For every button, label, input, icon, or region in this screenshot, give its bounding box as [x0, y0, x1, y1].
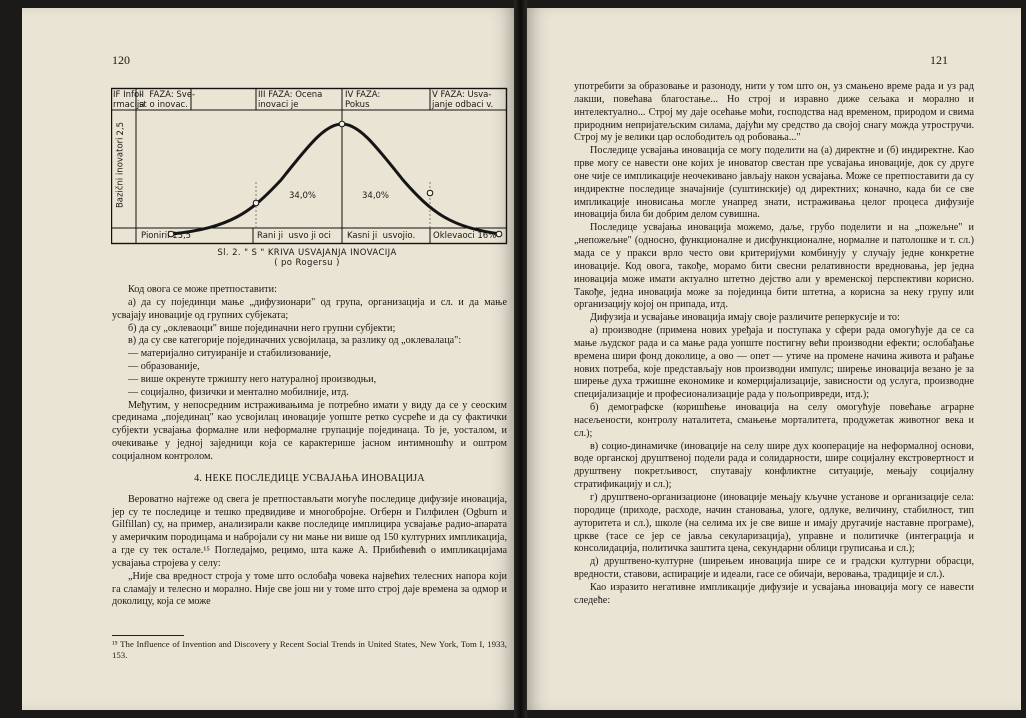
- paragraph: Међутим, у непосредним истраживањима је потребно имати у виду да се у сеоским срединама „појединац" као усвојилац иновације уопште ретко сусреће и да су фактички субјекти усвајања формалне или неформалне групације појединаца. То је, уосталом, и очекивање у једној заједници која се карактерише јасном интимношћу и оштром социјалном контролом.: [112, 399, 507, 462]
- phase-1-label: IF Info- rmacija: [113, 90, 145, 110]
- s-curve-line: [171, 124, 501, 234]
- left-body-text: [112, 284, 507, 609]
- y-axis-value: 2,5: [116, 121, 127, 136]
- book-gutter: [514, 0, 527, 718]
- bottom-label-pioneers: Pionirii 13,5: [141, 231, 192, 241]
- paragraph: — социјално, физички и ментално мобилније, итд.: [128, 386, 349, 398]
- paragraph: Код овога се може претпоставити:: [128, 284, 277, 295]
- paragraph: в) да су све категорије појединачних усвојилаца, за разлику од „оклевалаца":: [128, 335, 462, 347]
- phase-4-label: IV FAZA: Pokus: [345, 90, 381, 110]
- paragraph: д) друштвено-културне (ширењем иновација шире се и градски културни обрасци, вредности, ставови, аспирације и идеали, гасе се обичаји, веровања, традиције и сл.).: [574, 556, 974, 581]
- curve-point: [496, 231, 502, 237]
- figure-caption: [142, 248, 472, 268]
- bottom-label-laggards: Oklevaoci 16%: [433, 231, 497, 241]
- paragraph: употребити за образовање и разоноду, нити у том што он, уз смањено време рада и уз рад лакши, повећава благостање... Но строј и изравно диже сељака и морално и интелектуално... Строј му даје осећање моћи, господства над временом, природом и свима природним непријатељским силама, дајући му средство да својој снагу можда утростручи. Строј му је велики цар ослободитељ од робовања...": [574, 81, 974, 144]
- paragraph: в) социо-динамичке (иновације на селу шире дух кооперације на неформалној основи, воде органској друштвеној подели рада и солидарности, шире социјалну екстровертност и друштвену покретљивост, спутавају конфликтне ситуације, мењају социјалну стратификацију и сл.);: [574, 440, 974, 491]
- paragraph: Као изразито негативне импликације дифузије и усвајања иновација могу се навести следеће:: [574, 581, 974, 606]
- left-percentage-label: 34,0%: [289, 191, 317, 201]
- paragraph: Последице усвајања иновација се могу поделити на (а) директне и (б) индиректне. Као прве могу се навести оне којих је иноватор свестан пре усвајања иновације, док су друге оне чије се импликације неочекивано јављају након усвајања. Може се претпоставити да су индиректне последице значајније (суштинскије) од директних; коначно, када би се све импликације иновисања могле унапред знати, истраживања целог процеса дифузије иновација била би добрим делом сувишна.: [574, 145, 974, 221]
- section-heading: 4. НЕКЕ ПОСЛЕДИЦЕ УСВАЈАЊА ИНОВАЦИЈА: [194, 472, 425, 484]
- phase-3-label: III FAZA: Ocena inovaci je: [258, 90, 323, 110]
- footnote-rule: [112, 635, 184, 636]
- phase-2-label: II FAZA: Sve- st o inovac.: [139, 90, 196, 110]
- paragraph: Последице усвајања иновација можемо, даље, грубо поделити и на „пожељне" и „непожељне" (односно, функционалне и дисфункционалне, нормалне и патолошке и т. сл.) мада се у пракси врло често ови критеријуми комбинују у случају једне конкретне иновације. Код овога, такође, морамо бити свесни релативности вредновања, јер једна иновација може имати актуално штетно дејство али у временској перспективи корисно. Такође, једна иновација може за појединца бити штетна, а корисна за неку групу или организацију којој он припада, итд.: [574, 222, 974, 311]
- paragraph: — образованије,: [128, 361, 200, 373]
- paragraph: г) друштвено-организационе (иновације мењају кључне установе и организације села: породице (приходе, расходе, начин становања, улоге, одлуке, величину, стабилност, тип ауторитета и сл.), школе (на селима их је све више и имају другачије наставне програме), цркве (тасе се јер се јавља секуларизација), управне и политичке (интеграција и консолидација, политичка заштита цена, секундарни облици груписања и сл.);: [574, 492, 974, 555]
- bottom-label-early: Rani ji usvo ji oci: [257, 231, 331, 241]
- caption-line: ( po Rogersu ): [274, 258, 340, 268]
- curve-point: [253, 200, 259, 206]
- paragraph: Вероватно најтеже од свега је претпостављати могуће последице дифузије иновација, јер су те последице и тешко предвидиве и многобројне. Огберн и Гилфилен (Ogburn и Gilfillan) су, на пример, анализирали какве последице имплицира усвајање радио-апарата у америчким породицама и набројали су ни мање ни више од 150 културних импликација, а где су тек остале.¹⁵ Погледајмо, рецимо, шта каже А. Прибићевић о импликацијама усвајања стројева у селу:: [112, 493, 507, 569]
- page-number: 120: [112, 53, 130, 67]
- s-curve-figure: [111, 80, 508, 248]
- right-percentage-label: 34,0%: [362, 191, 390, 201]
- bottom-label-late: Kasni ji usvojio.: [347, 231, 416, 241]
- footnote: ¹⁵ The Influence of Invention and Discovery у Recent Social Trends in United States, New York, Tom I, 1933, 153.: [112, 639, 507, 660]
- y-axis-label: Bazični inovatori: [115, 137, 126, 209]
- caption-line: Sl. 2. " S " KRIVA USVAJANJA INOVACIJA: [217, 248, 397, 258]
- paragraph: „Није сва вредност строја у томе што ослобађа човека највећих телесних напора који га сламају и телесно и морално. Није све још ни у томе што строј даје времена за одмор и доколицу, која се може: [112, 570, 507, 608]
- curve-point: [427, 190, 433, 196]
- paragraph: б) демографске (коришћење иновација на селу омогућује повећање аграрне насељености, контролу наталитета, смањење морталитета, продужетак животног века и сл.);: [574, 402, 974, 439]
- paragraph: Дифузија и усвајање иновација имају своје различите репеpкусије и то:: [590, 312, 900, 324]
- phase-5-label: V FAZA: Usva- janje odbaci v.: [432, 90, 494, 110]
- paragraph: б) да су „оклеваоци" више појединачни него групни субјекти;: [128, 322, 396, 334]
- paragraph: — материјално ситуиранije и стабилизованије,: [128, 348, 331, 360]
- right-page: [527, 8, 1021, 710]
- paragraph: — више окренуте тржишту него натуралној производњи,: [128, 373, 377, 385]
- right-body-text: [574, 81, 974, 608]
- paragraph: а) производне (примена нових уређаја и поступака у сфери рада омогућује да се са мање људског рада и са мање рада уопште постигну већи производни ефекти; ослобађање времена шири фонд доколице, а ово — опет — утиче на промене начина живота и рађање нових потреба, које представљају нов производни импулс; ширење иновација везано је за ширење духа тржишне економике и комерцијализације, зависности од услуга, производне специјализације и професионализације рада у пољопривреди, итд.);: [574, 325, 974, 401]
- paragraph: а) да су појединци мање „дифузионари" од група, организација и сл. и да мање усвајају иновације од групних субјеката;: [112, 296, 507, 321]
- left-page: [22, 8, 514, 710]
- page-number: 121: [930, 53, 948, 67]
- curve-point: [339, 121, 345, 127]
